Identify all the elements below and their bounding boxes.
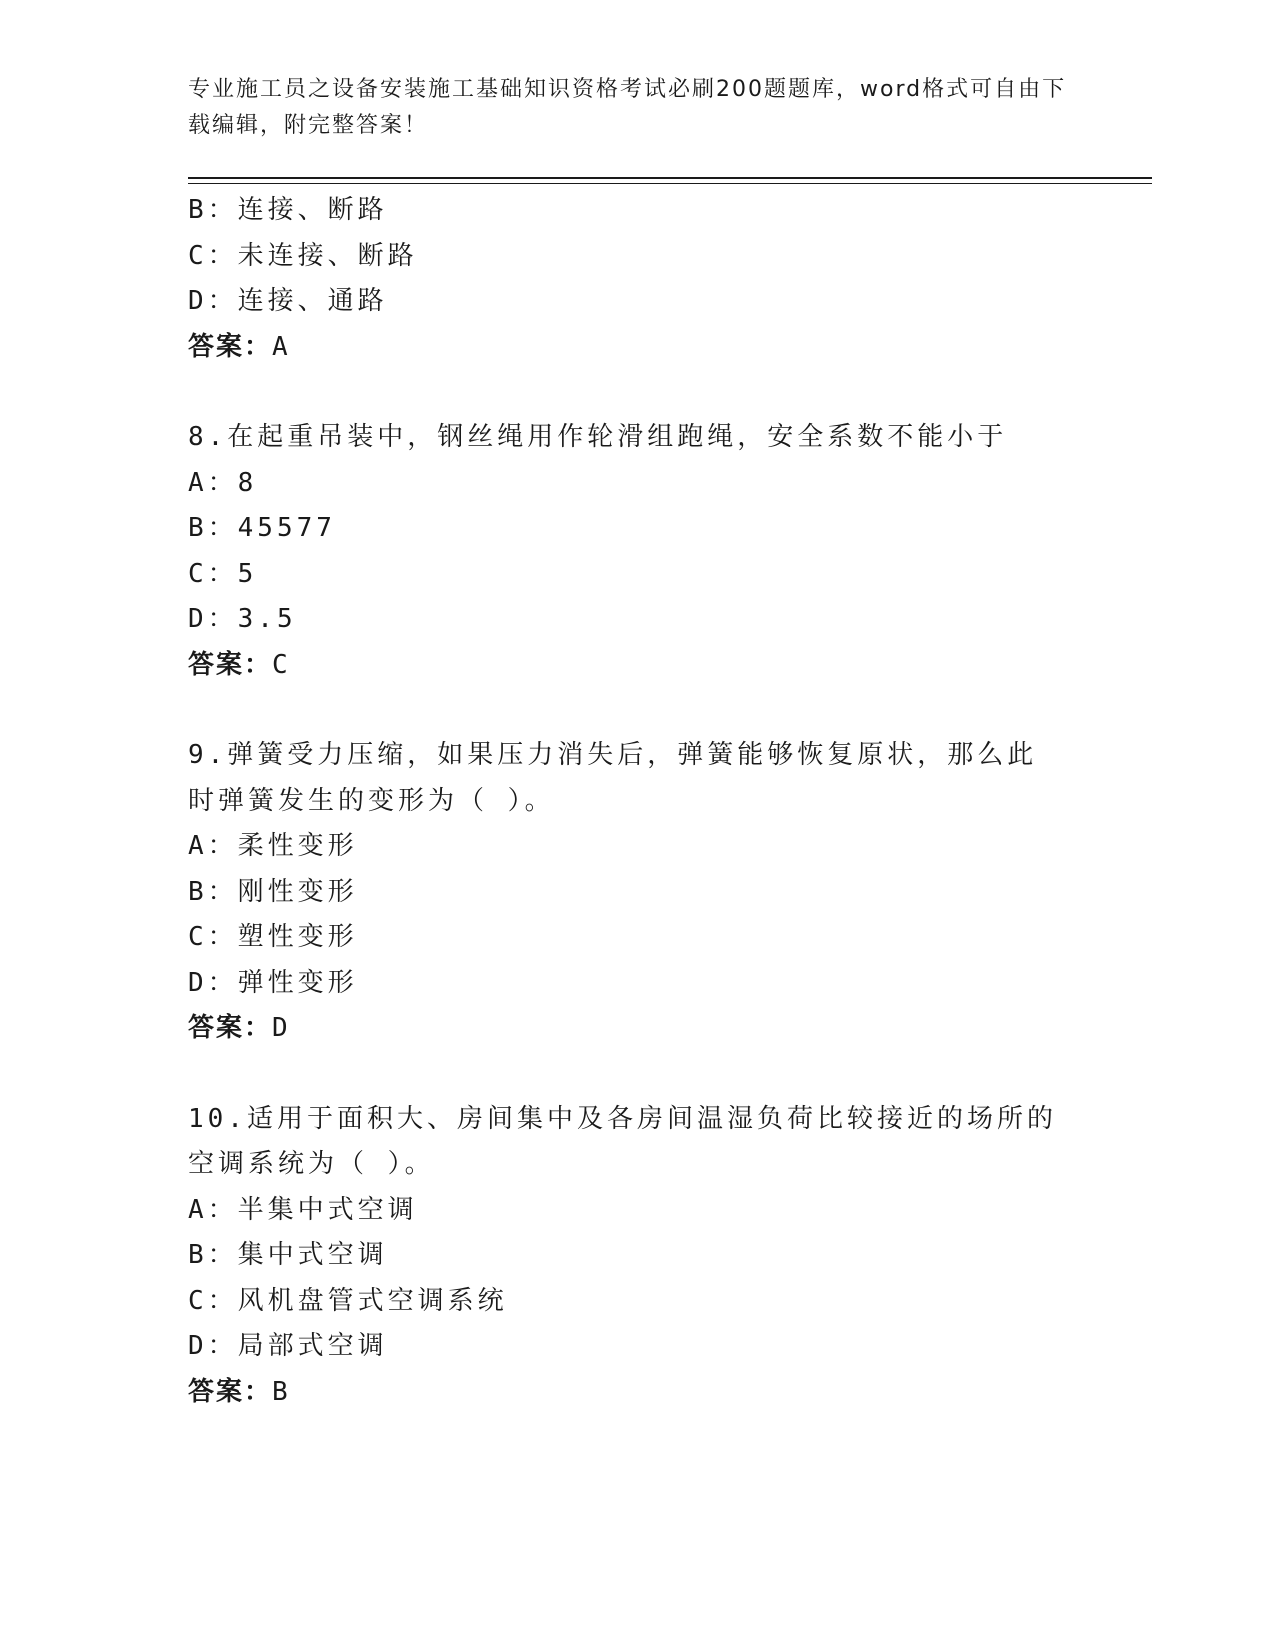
- spacer: [188, 688, 1088, 733]
- option-d: D：3.5: [188, 604, 297, 634]
- option-a: A：8: [188, 467, 258, 498]
- question-block-partial: [188, 188, 1088, 370]
- question-block-9: [188, 733, 1088, 1052]
- spacer: [188, 370, 1088, 415]
- option-a: A：柔性变形: [188, 831, 358, 861]
- answer-line: [188, 643, 1088, 689]
- question-content: [188, 188, 1088, 1415]
- question-block-8: [188, 415, 1088, 688]
- option-d: D：弹性变形: [188, 967, 358, 998]
- question-text: 10.适用于面积大、房间集中及各房间温湿负荷比较接近的场所的空调系统为（ ）。: [188, 1103, 1057, 1179]
- option-c: C：塑性变形: [188, 922, 358, 952]
- answer-label: 答案：: [188, 1376, 273, 1407]
- option-b: B：45577: [188, 513, 336, 543]
- option-c: C：未连接、断路: [188, 240, 418, 271]
- option-c: C：5: [188, 558, 258, 589]
- answer-label: 答案：: [188, 649, 273, 680]
- header-rule-thin: [188, 183, 1152, 184]
- answer-value: D: [272, 1013, 290, 1043]
- option-d: D：局部式空调: [188, 1331, 388, 1361]
- spacer: [188, 1052, 1088, 1097]
- option-a: A：半集中式空调: [188, 1194, 418, 1225]
- answer-line: [188, 1006, 1088, 1052]
- answer-value: B: [272, 1376, 290, 1407]
- answer-label: 答案：: [188, 331, 273, 362]
- answer-value: A: [272, 331, 290, 362]
- answer-value: C: [272, 649, 290, 680]
- header-rule-thick: [188, 177, 1152, 179]
- question-text: 9.弹簧受力压缩，如果压力消失后，弹簧能够恢复原状，那么此时弹簧发生的变形为（ ）。: [188, 740, 1038, 816]
- document-title: 专业施工员之设备安装施工基础知识资格考试必刷200题题库，word格式可自由下载编辑，附完整答案！: [188, 77, 1067, 138]
- option-b: B：集中式空调: [188, 1240, 388, 1270]
- option-c: C：风机盘管式空调系统: [188, 1285, 508, 1316]
- option-d: D：连接、通路: [188, 286, 388, 316]
- option-b: B：刚性变形: [188, 876, 358, 907]
- option-b: B：连接、断路: [188, 195, 388, 225]
- answer-label: 答案：: [188, 1013, 273, 1043]
- answer-line: [188, 325, 1088, 371]
- question-text: 8.在起重吊装中，钢丝绳用作轮滑组跑绳，安全系数不能小于: [188, 422, 1008, 452]
- question-block-10: [188, 1097, 1088, 1416]
- answer-line: [188, 1370, 1088, 1416]
